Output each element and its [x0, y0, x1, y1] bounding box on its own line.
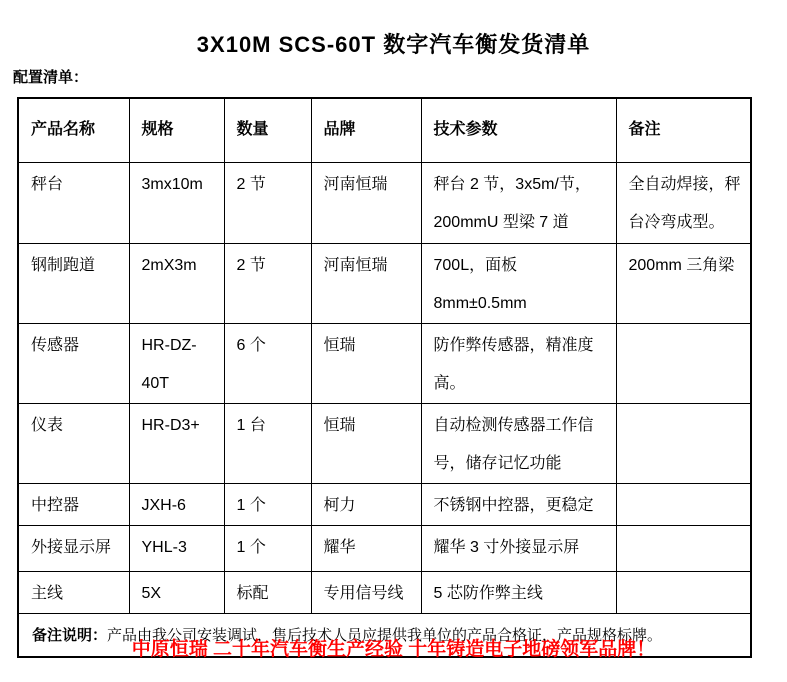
cell-note [616, 403, 751, 483]
cell-note: 全自动焊接，秤台冷弯成型。 [616, 162, 751, 243]
cell-spec: 2mX3m [129, 243, 224, 323]
cell-note [616, 323, 751, 403]
cell-qty: 2 节 [224, 243, 311, 323]
cell-qty: 标配 [224, 571, 311, 613]
col-header-product-name: 产品名称 [18, 98, 129, 162]
cell-spec: JXH-6 [129, 483, 224, 525]
table-row [18, 323, 751, 403]
cell-qty: 1 个 [224, 525, 311, 571]
cell-params: 5 芯防作弊主线 [421, 571, 616, 613]
cell-product-name: 仪表 [18, 403, 129, 483]
cell-note [616, 525, 751, 571]
cell-product-name: 中控器 [18, 483, 129, 525]
cell-brand: 恒瑞 [311, 323, 421, 403]
cell-brand: 耀华 [311, 525, 421, 571]
cell-spec: 5X [129, 571, 224, 613]
cell-qty: 1 个 [224, 483, 311, 525]
cell-product-name: 秤台 [18, 162, 129, 243]
cell-qty: 1 台 [224, 403, 311, 483]
col-header-note: 备注 [616, 98, 751, 162]
config-table [17, 97, 752, 658]
section-label: 配置清单： [13, 69, 89, 86]
cell-spec: HR-D3+ [129, 403, 224, 483]
col-header-qty: 数量 [224, 98, 311, 162]
cell-product-name: 传感器 [18, 323, 129, 403]
cell-spec: 3mx10m [129, 162, 224, 243]
cell-spec: HR-DZ-40T [129, 323, 224, 403]
cell-params: 秤台 2 节，3x5m/节，200mmU 型梁 7 道 [421, 162, 616, 243]
cell-spec: YHL-3 [129, 525, 224, 571]
cell-product-name: 钢制跑道 [18, 243, 129, 323]
remark-text: 产品由我公司安装调试，售后技术人员应提供我单位的产品合格证，产品规格标牌。 [107, 626, 663, 644]
cell-params: 自动检测传感器工作信号，储存记忆功能 [421, 403, 616, 483]
cell-product-name: 外接显示屏 [18, 525, 129, 571]
col-header-brand: 品牌 [311, 98, 421, 162]
remark-prefix: 备注说明： [32, 626, 108, 644]
table-row [18, 483, 751, 525]
cell-params: 防作弊传感器，精准度高。 [421, 323, 616, 403]
table-row [18, 571, 751, 613]
cell-qty: 2 节 [224, 162, 311, 243]
cell-qty: 6 个 [224, 323, 311, 403]
col-header-params: 技术参数 [421, 98, 616, 162]
cell-note: 200mm 三角梁 [616, 243, 751, 323]
page-title: 3X10M SCS-60T 数字汽车衡发货清单 [196, 32, 591, 57]
cell-brand: 河南恒瑞 [311, 243, 421, 323]
table-row [18, 162, 751, 243]
table-header-row [18, 98, 751, 162]
cell-brand: 河南恒瑞 [311, 162, 421, 243]
cell-params: 不锈钢中控器，更稳定 [421, 483, 616, 525]
cell-params: 耀华 3 寸外接显示屏 [421, 525, 616, 571]
cell-note [616, 571, 751, 613]
cell-brand: 恒瑞 [311, 403, 421, 483]
cell-product-name: 主线 [18, 571, 129, 613]
cell-note [616, 483, 751, 525]
table-row [18, 403, 751, 483]
col-header-spec: 规格 [129, 98, 224, 162]
table-row [18, 243, 751, 323]
cell-params: 700L，面板 8mm±0.5mm [421, 243, 616, 323]
footer-slogan: 中原恒瑞 二十年汽车衡生产经验 十年铸造电子地磅领军品牌！ [131, 639, 656, 660]
cell-brand: 专用信号线 [311, 571, 421, 613]
cell-brand: 柯力 [311, 483, 421, 525]
table-row [18, 525, 751, 571]
